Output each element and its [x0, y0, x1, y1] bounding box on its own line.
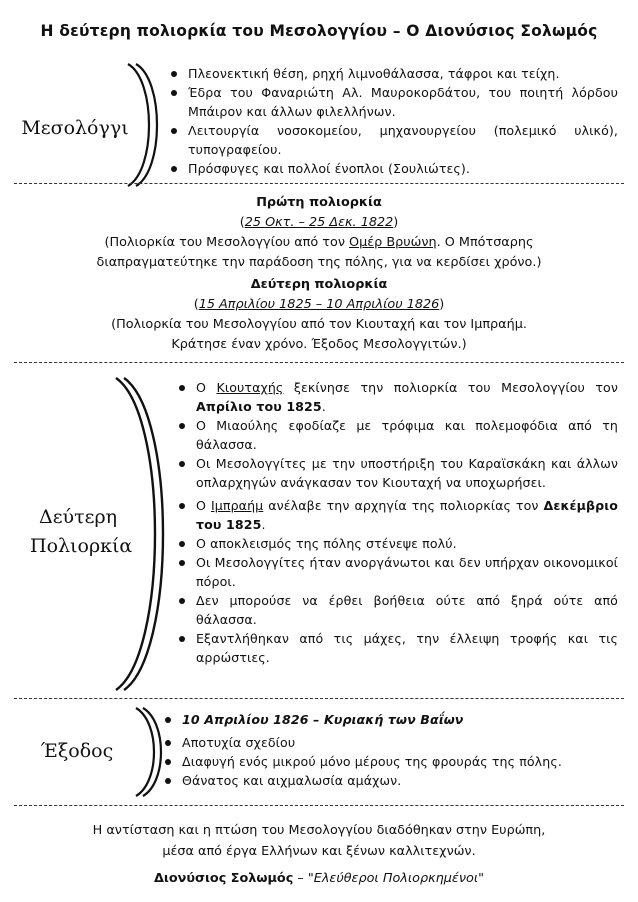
first-siege-desc-pre: (Πολιορκία του Μεσολογγίου από τον [104, 235, 350, 250]
footer-dash: – [293, 871, 308, 886]
section-divider [14, 805, 624, 806]
first-siege-dates-wrap: (25 Οκτ. – 25 Δεκ. 1822) [239, 215, 399, 230]
list-item: Πλεονεκτική θέση, ρηχή λιμνοθάλασσα, τάφροι και τείχη. [166, 64, 618, 83]
second-siege-bracket [108, 374, 168, 694]
item4-post: . [261, 517, 266, 532]
mesolongi-bracket [122, 60, 162, 190]
list-item: Ο αποκλεισμός της πόλης στένεψε πολύ. [174, 534, 618, 553]
list-item: Οι Μεσολογγίτες με την υποστήριξη του Καραϊσκάκη και άλλων οπλαρχηγών ανάγκασαν τον Κιουταχή να υποχωρήσει. [174, 454, 618, 492]
omer-vryonis: Ομέρ Βρυώνη [349, 235, 437, 250]
april-1825: Απρίλιο του 1825 [196, 399, 322, 414]
list-item: Πρόσφυγες και πολλοί ένοπλοι (Σουλιώτες). [166, 159, 618, 178]
list-item: Αποτυχία σχεδίου [160, 733, 618, 752]
exodus-date: 10 Απριλίου 1826 – Κυριακή των Βαΐων [160, 710, 618, 729]
list-item: Δεν μπορούσε να έρθει βοήθεια ούτε από ξηρά ούτε από θάλασσα. [174, 591, 618, 629]
second-siege-desc-line2: Κράτησε έναν χρόνο. Έξοδος Μεσολογγιτών.) [171, 337, 467, 352]
list-item: Ο Μιαούλης εφοδίαζε με τρόφιμα και πολεμοφόδια από τη θάλασσα. [174, 416, 618, 454]
footer-author: Διονύσιος Σολωμός [153, 871, 294, 886]
footer-line2: μέσα από έργα Ελλήνων και ξένων καλλιτεχνών. [162, 844, 476, 859]
item1-post: . [321, 399, 326, 414]
december-1825: Δεκέμβριο του 1825 [196, 498, 618, 532]
exodus-label: Έξοδος [40, 740, 114, 762]
item1-mid: ξεκίνησε την πολιορκία του Μεσολογγίου τον [283, 380, 618, 395]
footer-work: "Ελεύθεροι Πολιορκημένοι" [307, 871, 485, 886]
footer-credit [20, 868, 618, 889]
list-item: Έδρα του Φαναριώτη Αλ. Μαυροκορδάτου, του ποιητή λόρδου Μπάιρον και άλλων φιλελλήνων. [166, 83, 618, 121]
section-divider [14, 698, 624, 699]
second-siege-list [174, 378, 618, 667]
item4-pre: Ο [196, 498, 211, 513]
second-siege-desc-line1: (Πολιορκία του Μεσολογγίου από τον Κιουταχή και τον Ιμπραήμ. [111, 317, 527, 332]
footer-line1: Η αντίσταση και η πτώση του Μεσολογγίου διαδόθηκαν στην Ευρώπη, [92, 823, 546, 838]
second-siege-dates-wrap: (15 Απριλίου 1825 – 10 Απριλίου 1826) [193, 297, 445, 312]
section-divider [14, 362, 624, 363]
exodus-list [160, 710, 618, 790]
first-siege-desc [20, 233, 618, 253]
second-siege-label-line2: Πολιορκία [30, 534, 133, 557]
mesolongi-label: Μεσολόγγι [21, 117, 129, 139]
second-siege-label-line1: Δεύτερη [38, 506, 118, 528]
second-siege-title: Δεύτερη πολιορκία [250, 277, 388, 292]
list-item: Διαφυγή ενός μικρού μόνο μέρους της φρουράς της πόλης. [160, 752, 618, 771]
ibrahim: Ιμπραήμ [210, 498, 264, 513]
first-siege-desc-line2: διαπραγματεύτηκε την παράδοση της πόλης, για να κερδίσει χρόνο.) [96, 255, 542, 270]
mesolongi-list [166, 64, 618, 178]
kioutachis: Κιουταχής [216, 380, 284, 395]
list-item: Λειτουργία νοσοκομείου, μηχανουργείου (πολεμικό υλικό), τυπογραφείου. [166, 121, 618, 159]
footer [20, 820, 618, 889]
first-siege-desc-post: . Ο Μπότσαρης [436, 235, 534, 250]
first-siege-dates: 25 Οκτ. – 25 Δεκ. 1822 [244, 215, 394, 230]
list-item: Οι Μεσολογγίτες ήταν ανοργάνωτοι και δεν υπήρχαν οικονομικοί πόροι. [174, 553, 618, 591]
first-siege-title: Πρώτη πολιορκία [256, 195, 382, 210]
item1-pre: Ο [196, 380, 217, 395]
sieges-summary [20, 193, 618, 355]
section-divider [14, 183, 624, 184]
list-item [174, 496, 618, 534]
page-title: Η δεύτερη πολιορκία του Μεσολογγίου – Ο Διονύσιος Σολωμός [40, 22, 598, 40]
list-item [174, 378, 618, 416]
list-item: Θάνατος και αιχμαλωσία αμάχων. [160, 771, 618, 790]
list-item: Εξαντλήθηκαν από τις μάχες, την έλλειψη τροφής και τις αρρώστιες. [174, 629, 618, 667]
item4-mid: ανέλαβε την αρχηγία της πολιορκίας τον [263, 498, 544, 513]
second-siege-dates: 15 Απριλίου 1825 – 10 Απριλίου 1826 [198, 297, 440, 312]
